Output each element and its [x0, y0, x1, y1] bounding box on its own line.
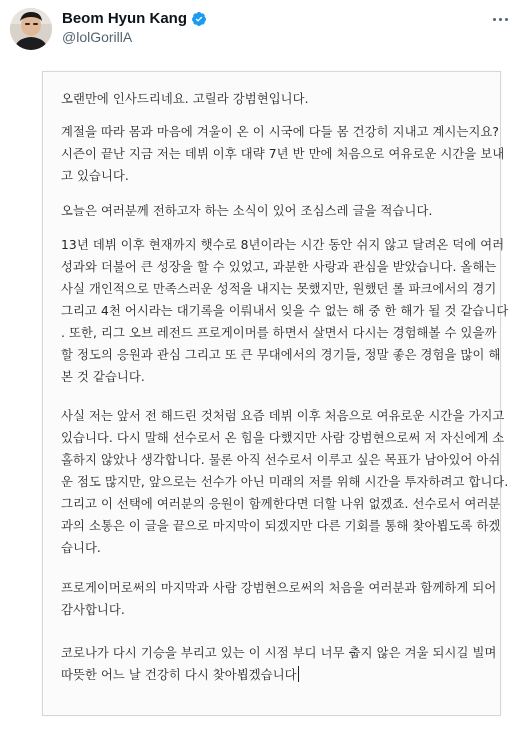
- verified-badge-icon: [191, 11, 207, 27]
- letter-line: 코로나가 다시 기승을 부리고 있는 이 시점 부디 너무 춥지 않은 겨울 되시길 빌며: [61, 646, 497, 660]
- letter-paragraph-6: [61, 577, 497, 621]
- letter-paragraph-2: [61, 121, 505, 187]
- letter-line: 본 것 같습니다.: [61, 370, 145, 384]
- letter-paragraph-1: [61, 88, 491, 110]
- avatar[interactable]: [10, 8, 52, 50]
- letter-line: 감사합니다.: [61, 603, 125, 617]
- user-handle[interactable]: @lolGorillA: [62, 29, 133, 45]
- letter-line: 있습니다. 다시 말해 선수로서 온 힘을 다했지만 사람 강범현으로써 저 자신에게 소: [61, 431, 505, 445]
- letter-line: 과의 소통은 이 글을 끝으로 마지막이 되겠지만 다른 기회를 통해 찾아뵙도록 하겠: [61, 519, 501, 533]
- letter-line: 그리고 4천 어시라는 대기록을 이뤄내서 잊을 수 없는 해 중 한 해가 될 것 같습니다: [61, 304, 509, 318]
- avatar-portrait: [10, 8, 52, 50]
- letter-line: 사실 저는 앞서 전 해드린 것처럼 요즘 데뷔 이후 처음으로 여유로운 시간을 가지고: [61, 409, 505, 423]
- letter-line: 시즌이 끝난 지금 저는 데뷔 이후 대략 7년 반 만에 처음으로 여유로운 시간을 보내: [61, 147, 505, 161]
- letter-line: 고 있습니다.: [61, 169, 129, 183]
- letter-line-text: 따뜻한 어느 날 건강히 다시 찾아뵙겠습니다: [61, 668, 297, 682]
- letter-line: 13년 데뷔 이후 현재까지 햇수로 8년이라는 시간 동안 쉬지 않고 달려온 덕에 여러: [61, 238, 505, 252]
- letter-line: 성과와 더불어 큰 성장을 할 수 있었고, 과분한 사랑과 관심을 받았습니다. 올해는: [61, 260, 497, 274]
- letter-line-last: [61, 664, 491, 686]
- letter-line: 오늘은 여러분께 전하고자 하는 소식이 있어 조심스레 글을 적습니다.: [61, 204, 433, 218]
- letter-line: 홀하지 않았나 생각합니다. 물론 아직 선수로서 이루고 싶은 목표가 남아있어 아쉬: [61, 453, 501, 467]
- attached-letter-image[interactable]: [42, 71, 509, 716]
- name-row: [62, 10, 207, 27]
- letter-line: 그리고 이 선택에 여러분의 응원이 함께한다면 더할 나위 없겠죠. 선수로서 여러분: [61, 497, 501, 511]
- letter-line: 계절을 따라 몸과 마음에 겨울이 온 이 시국에 다들 몸 건강히 지내고 계시는지요?: [61, 125, 500, 139]
- display-name[interactable]: Beom Hyun Kang: [62, 10, 188, 27]
- dot: [505, 18, 508, 21]
- letter-line: 프로게이머로써의 마지막과 사람 강범현으로써의 처음을 여러분과 함께하게 되어: [61, 581, 497, 595]
- dot: [499, 18, 502, 21]
- dot: [493, 18, 496, 21]
- letter-paragraph-4: [61, 234, 509, 388]
- letter-line: 습니다.: [61, 541, 101, 555]
- letter-line: . 또한, 리그 오브 레전드 프로게이머를 하면서 살면서 다시는 경험해볼 수 있을까: [61, 326, 497, 340]
- letter-paragraph-5: [61, 405, 509, 559]
- letter-line: 운 점도 많지만, 앞으로는 선수가 아닌 미래의 저를 위해 시간을 투자하려고 합니다.: [61, 475, 509, 489]
- more-options-icon[interactable]: [489, 12, 511, 26]
- letter-line: 사실 개인적으로 만족스러운 성적을 내지는 못했지만, 원했던 롤 파크에서의 경기: [61, 282, 497, 296]
- text-cursor: [298, 666, 299, 682]
- letter-paragraph-3: [61, 200, 491, 222]
- tweet-header: [0, 0, 525, 66]
- letter-line: 오랜만에 인사드리네요. 고릴라 강범현입니다.: [61, 92, 309, 106]
- letter-line: 할 정도의 응원과 관심 그리고 또 큰 무대에서의 경기들, 정말 좋은 경험을 많이 해: [61, 348, 501, 362]
- letter-paragraph-7: [61, 642, 497, 686]
